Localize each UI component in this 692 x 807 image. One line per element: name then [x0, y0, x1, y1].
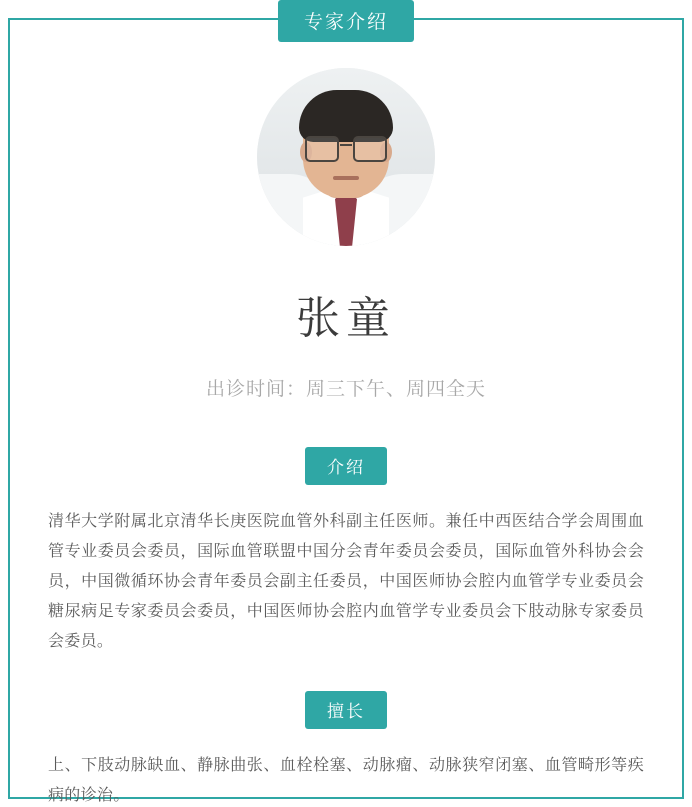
doctor-schedule: 出诊时间：周三下午、周四全天 — [205, 379, 486, 400]
portrait-eyebrow-right — [359, 130, 385, 134]
portrait-eyebrow-left — [307, 130, 333, 134]
portrait-glasses-right — [353, 136, 387, 162]
portrait-glasses-left — [305, 136, 339, 162]
portrait-mouth — [333, 176, 359, 180]
section-text-intro: 清华大学附属北京清华长庚医院血管外科副主任医师。兼任中西医结合学会周围血管专业委员会委员，国际血管联盟中国分会青年委员会委员，国际血管外科协会会员，中国微循环协会青年委员会副主任委员，中国医师协会腔内血管学专业委员会糖尿病足专家委员会委员，中国医师协会腔内血管学专业委员会下肢动脉专家委员会委员。 — [48, 513, 644, 650]
section-label-specialty-wrap — [48, 691, 644, 729]
section-label-intro-wrap — [48, 447, 644, 485]
doctor-portrait — [257, 68, 435, 246]
card-content — [8, 18, 684, 804]
section-label-specialty: 擅长 — [305, 691, 387, 729]
portrait-glasses-bridge — [340, 144, 352, 146]
card-title-badge: 专家介绍 — [278, 0, 414, 42]
section-text-specialty: 上、下肢动脉缺血、静脉曲张、血栓栓塞、动脉瘤、动脉狭窄闭塞、血管畸形等疾病的诊治。 — [48, 757, 644, 804]
portrait-hair — [299, 90, 393, 142]
doctor-name: 张童 — [296, 293, 396, 344]
section-label-intro: 介绍 — [305, 447, 387, 485]
portrait-container — [48, 68, 644, 246]
